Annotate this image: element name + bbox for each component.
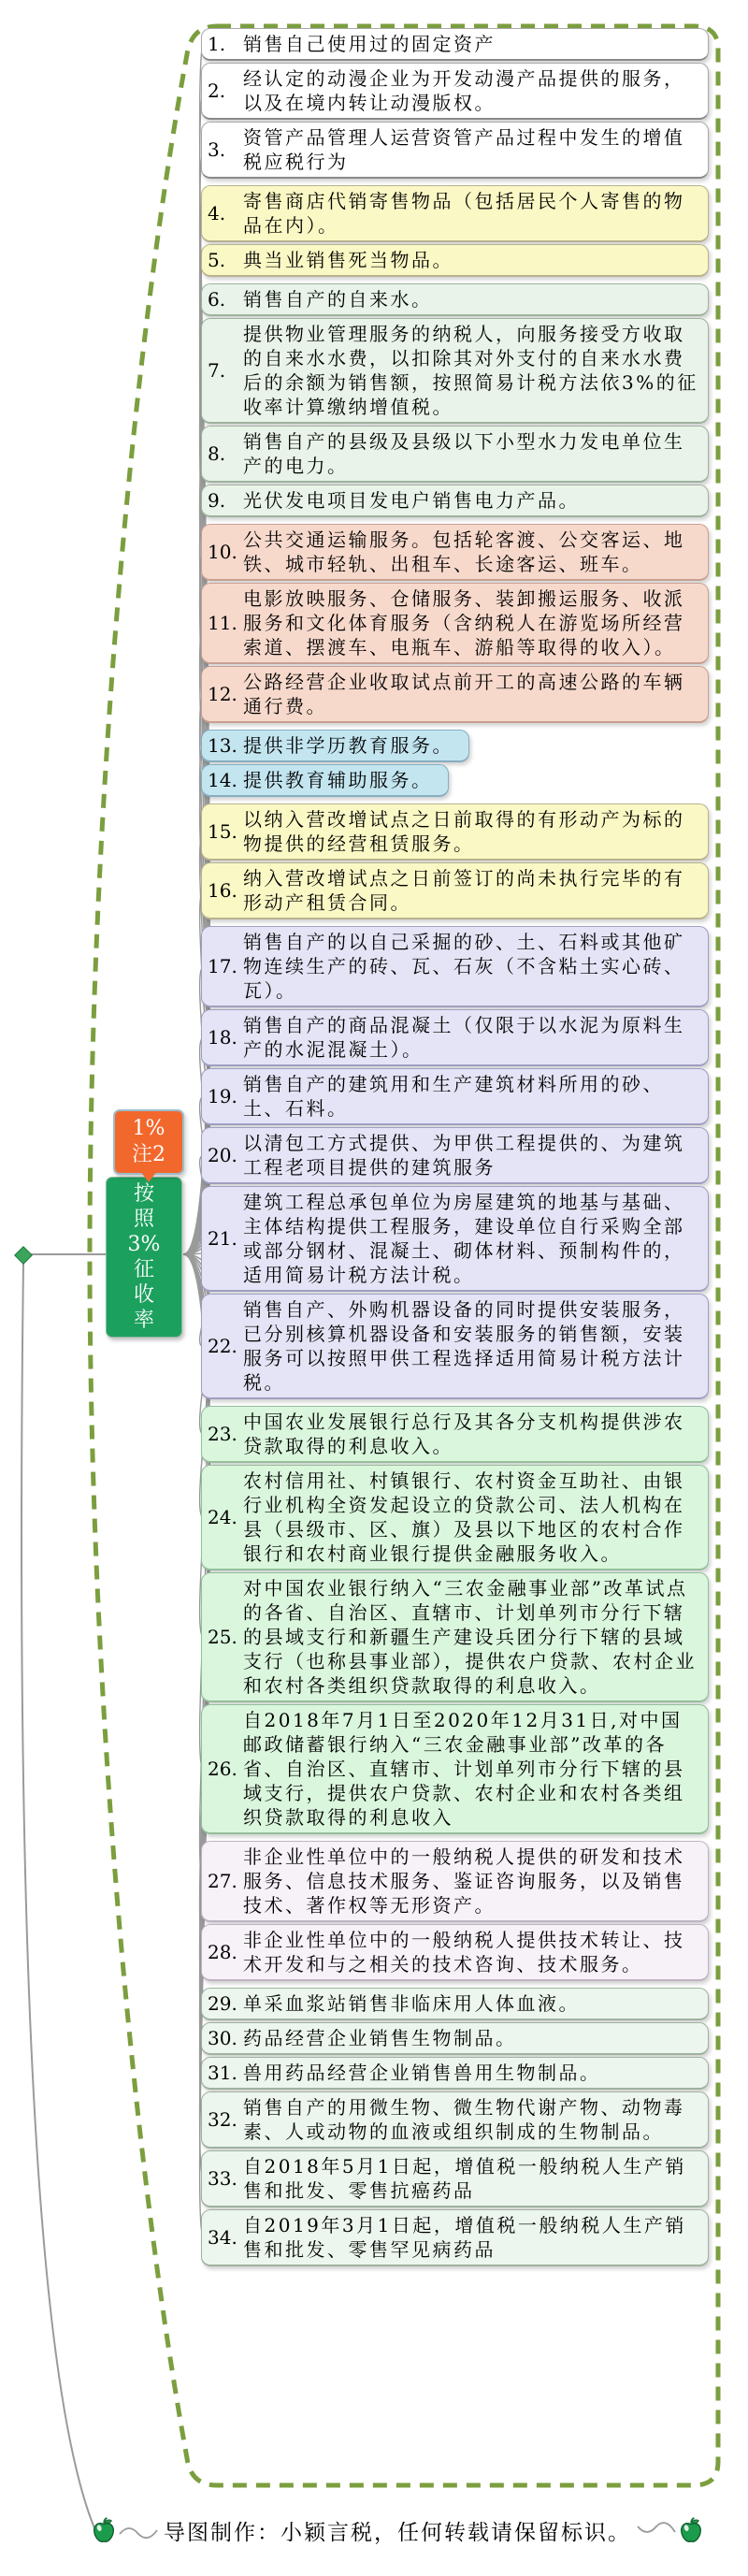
topic-item-3[interactable] xyxy=(201,122,709,179)
branch-node-char: 3% xyxy=(127,1233,161,1256)
item-text: 以清包工方式提供、为甲供工程提供的、为建筑工程老项目提供的建筑服务 xyxy=(243,1132,685,1179)
item-text: 单采血浆站销售非临床用人体血液。 xyxy=(243,1992,580,2015)
branch-node-char: 照 xyxy=(133,1208,154,1231)
item-text: 兽用药品经营企业销售兽用生物制品。 xyxy=(243,2062,601,2084)
group-yellow xyxy=(201,185,709,277)
item-number: 32. xyxy=(208,2108,237,2131)
topic-item-31[interactable] xyxy=(201,2057,709,2090)
item-number: 33. xyxy=(208,2167,237,2190)
topic-item-8[interactable] xyxy=(201,426,709,483)
topic-item-33[interactable] xyxy=(201,2150,709,2207)
group-mint2 xyxy=(201,1988,709,2266)
branch-node-char: 征 xyxy=(133,1258,154,1281)
topic-item-5[interactable] xyxy=(201,244,709,277)
item-text: 自2018年7月1日至2020年12月31日,对中国邮政储蓄银行纳入“三农金融事业部”改革的各省、自治区、直辖市、计划单列市分行下辖的县域支行，提供农户贷款、农村企业和农村各类组织贷款取得的利息收入 xyxy=(243,1709,685,1829)
item-number: 8. xyxy=(208,442,226,465)
topic-item-13[interactable] xyxy=(201,730,469,762)
item-number: 7. xyxy=(208,359,226,382)
group-lilac xyxy=(201,1841,709,1981)
item-text: 非企业性单位中的一般纳税人提供的研发和技术服务、信息技术服务、鉴证咨询服务，以及销售技术、著作权等无形资产。 xyxy=(243,1845,685,1917)
item-number: 20. xyxy=(208,1144,237,1166)
item-number: 14. xyxy=(208,769,237,791)
group-blue xyxy=(201,730,709,797)
note-line1: 1% xyxy=(132,1117,165,1140)
item-number: 22. xyxy=(208,1335,237,1357)
item-number: 21. xyxy=(208,1227,237,1250)
item-text: 对中国农业银行纳入“三农金融事业部”改革试点的各省、自治区、直辖市、计划单列市分行下辖的县域支行和新疆生产建设兵团分行下辖的县域支行（也称县事业部），提供农户贷款、农村企业和农村各类组织贷款取得的利息收入。 xyxy=(243,1577,697,1697)
topic-item-19[interactable] xyxy=(201,1068,709,1125)
item-number: 3. xyxy=(208,138,226,161)
note-node[interactable] xyxy=(113,1109,184,1175)
item-number: 6. xyxy=(208,288,226,311)
item-text: 销售自产的自来水。 xyxy=(243,288,433,311)
item-text: 以纳入营改增试点之日前取得的有形动产为标的物提供的经营租赁服务。 xyxy=(243,808,685,855)
item-number: 23. xyxy=(208,1423,237,1445)
item-number: 19. xyxy=(208,1085,237,1107)
item-number: 29. xyxy=(208,1992,237,2015)
topic-item-18[interactable] xyxy=(201,1009,709,1066)
item-number: 13. xyxy=(208,734,237,757)
topic-list xyxy=(201,28,709,2273)
topic-item-9[interactable] xyxy=(201,485,709,517)
root-line xyxy=(22,1263,98,2537)
note-tail xyxy=(140,1171,157,1182)
topic-item-21[interactable] xyxy=(201,1186,709,1292)
item-text: 非企业性单位中的一般纳税人提供技术转让、技术开发和与之相关的技术咨询、技术服务。 xyxy=(243,1929,685,1975)
topic-item-25[interactable] xyxy=(201,1572,709,1702)
item-text: 电影放映服务、仓储服务、装卸搬运服务、收派服务和文化体育服务（含纳税人在游览场所经营索道、摆渡车、电瓶车、游船等取得的收入）。 xyxy=(243,587,685,658)
branch-collapse-diamond[interactable] xyxy=(14,1246,33,1265)
footer-credit xyxy=(89,2514,706,2546)
group-yellow xyxy=(201,803,709,919)
item-text: 建筑工程总承包单位为房屋建筑的地基与基础、主体结构提供工程服务，建设单位自行采购全部或部分钢材、混凝土、砌体材料、预制构件的，适用简易计税方法计税。 xyxy=(243,1191,685,1286)
item-text: 资管产品管理人运营资管产品过程中发生的增值税应税行为 xyxy=(243,126,685,173)
branch-node-3-percent[interactable] xyxy=(106,1177,182,1338)
item-text: 纳入营改增试点之日前签订的尚未执行完毕的有形动产租赁合同。 xyxy=(243,867,685,914)
item-number: 18. xyxy=(208,1026,237,1049)
group-green xyxy=(201,1406,709,1834)
item-number: 12. xyxy=(208,683,237,705)
item-number: 1. xyxy=(208,33,226,55)
wavy-line xyxy=(637,2521,676,2540)
group-mint xyxy=(201,283,709,517)
item-number: 15. xyxy=(208,820,237,843)
item-number: 30. xyxy=(208,2027,237,2049)
item-text: 寄售商店代销寄售物品（包括居民个人寄售的物品在内）。 xyxy=(243,190,685,237)
topic-item-17[interactable] xyxy=(201,926,709,1007)
item-text: 提供教育辅助服务。 xyxy=(243,769,433,791)
item-text: 农村信用社、村镇银行、农村资金互助社、由银行业机构全资发起设立的贷款公司、法人机构在县（县级市、区、旗）及县以下地区的农村合作银行和农村商业银行提供金融服务收入。 xyxy=(243,1469,685,1565)
item-number: 27. xyxy=(208,1870,237,1892)
item-text: 光伏发电项目发电户销售电力产品。 xyxy=(243,489,580,512)
item-number: 28. xyxy=(208,1941,237,1963)
item-number: 24. xyxy=(208,1506,237,1528)
topic-item-26[interactable] xyxy=(201,1704,709,1834)
item-text: 公路经营企业收取试点前开工的高速公路的车辆通行费。 xyxy=(243,671,685,717)
item-text: 自2019年3月1日起，增值税一般纳税人生产销售和批发、零售罕见病药品 xyxy=(243,2214,686,2261)
item-number: 17. xyxy=(208,955,237,977)
topic-item-27[interactable] xyxy=(201,1841,709,1922)
item-text: 药品经营企业销售生物制品。 xyxy=(243,2027,517,2049)
item-text: 公共交通运输服务。包括轮客渡、公交客运、地铁、城市轻轨、出租车、长途客运、班车。 xyxy=(243,528,685,575)
topic-item-6[interactable] xyxy=(201,283,709,316)
topic-item-10[interactable] xyxy=(201,524,709,581)
group-lavender xyxy=(201,926,709,1399)
topic-item-23[interactable] xyxy=(201,1406,709,1463)
topic-item-28[interactable] xyxy=(201,1924,709,1981)
item-text: 销售自产的以自己采掘的砂、土、石料或其他矿物连续生产的砖、瓦、石灰（不含粘土实心砖、瓦）。 xyxy=(243,931,685,1002)
topic-item-7[interactable] xyxy=(201,318,709,424)
topic-item-14[interactable] xyxy=(201,764,449,797)
topic-item-11[interactable] xyxy=(201,583,709,664)
item-number: 25. xyxy=(208,1626,237,1648)
item-number: 9. xyxy=(208,489,226,512)
item-number: 31. xyxy=(208,2062,237,2084)
group-plain xyxy=(201,28,709,179)
topic-item-22[interactable] xyxy=(201,1294,709,1399)
item-number: 16. xyxy=(208,879,237,902)
branch-node-char: 收 xyxy=(133,1283,154,1307)
credit-text: 导图制作：小颖言税，任何转载请保留标识。 xyxy=(164,2520,631,2545)
item-text: 自2018年5月1日起，增值税一般纳税人生产销售和批发、零售抗癌药品 xyxy=(243,2155,686,2202)
topic-item-20[interactable] xyxy=(201,1127,709,1184)
topic-item-4[interactable] xyxy=(201,185,709,242)
topic-item-32[interactable] xyxy=(201,2091,709,2149)
branch-node-char: 率 xyxy=(133,1309,154,1332)
topic-item-2[interactable] xyxy=(201,63,709,120)
item-text: 经认定的动漫企业为开发动漫产品提供的服务，以及在境内转让动漫版权。 xyxy=(243,67,685,114)
item-text: 销售自产的商品混凝土（仅限于以水泥为原料生产的水泥混凝土）。 xyxy=(243,1014,685,1061)
item-number: 4. xyxy=(208,202,226,224)
apple-icon xyxy=(89,2514,119,2546)
topic-item-16[interactable] xyxy=(201,862,709,919)
item-text: 销售自己使用过的固定资产 xyxy=(243,33,496,55)
topic-item-29[interactable] xyxy=(201,1988,709,2020)
item-text: 销售自产的建筑用和生产建筑材料所用的砂、土、石料。 xyxy=(243,1073,664,1120)
topic-item-12[interactable] xyxy=(201,666,709,723)
item-text: 中国农业发展银行总行及其各分支机构提供涉农贷款取得的利息收入。 xyxy=(243,1411,685,1457)
item-text: 销售自产、外购机器设备的同时提供安装服务，已分别核算机器设备和安装服务的销售额，安装服务可以按照甲供工程选择适用简易计税方法计税。 xyxy=(243,1298,685,1394)
item-number: 11. xyxy=(208,612,237,634)
item-text: 提供物业管理服务的纳税人，向服务接受方收取的自来水水费，以扣除其对外支付的自来水水费后的余额为销售额，按照简易计税方法依3%的征收率计算缴纳增值税。 xyxy=(243,323,698,418)
branch-node-char: 按 xyxy=(133,1182,154,1206)
item-text: 典当业销售死当物品。 xyxy=(243,249,453,271)
item-text: 销售自产的用微生物、微生物代谢产物、动物毒素、人或动物的血液或组织制成的生物制品。 xyxy=(243,2096,685,2143)
group-pink xyxy=(201,524,709,723)
item-number: 5. xyxy=(208,249,226,271)
item-number: 26. xyxy=(208,1758,237,1780)
topic-item-34[interactable] xyxy=(201,2209,709,2266)
item-number: 10. xyxy=(208,541,237,563)
item-number: 2. xyxy=(208,80,226,102)
apple-icon xyxy=(676,2514,706,2546)
wavy-line xyxy=(119,2521,158,2540)
topic-item-1[interactable] xyxy=(201,28,709,61)
item-text: 销售自产的县级及县级以下小型水力发电单位生产的电力。 xyxy=(243,430,685,477)
topic-item-15[interactable] xyxy=(201,803,709,861)
topic-item-24[interactable] xyxy=(201,1465,709,1570)
item-number: 34. xyxy=(208,2226,237,2249)
note-line2: 注2 xyxy=(132,1143,165,1166)
topic-item-30[interactable] xyxy=(201,2022,709,2055)
item-text: 提供非学历教育服务。 xyxy=(243,734,453,757)
